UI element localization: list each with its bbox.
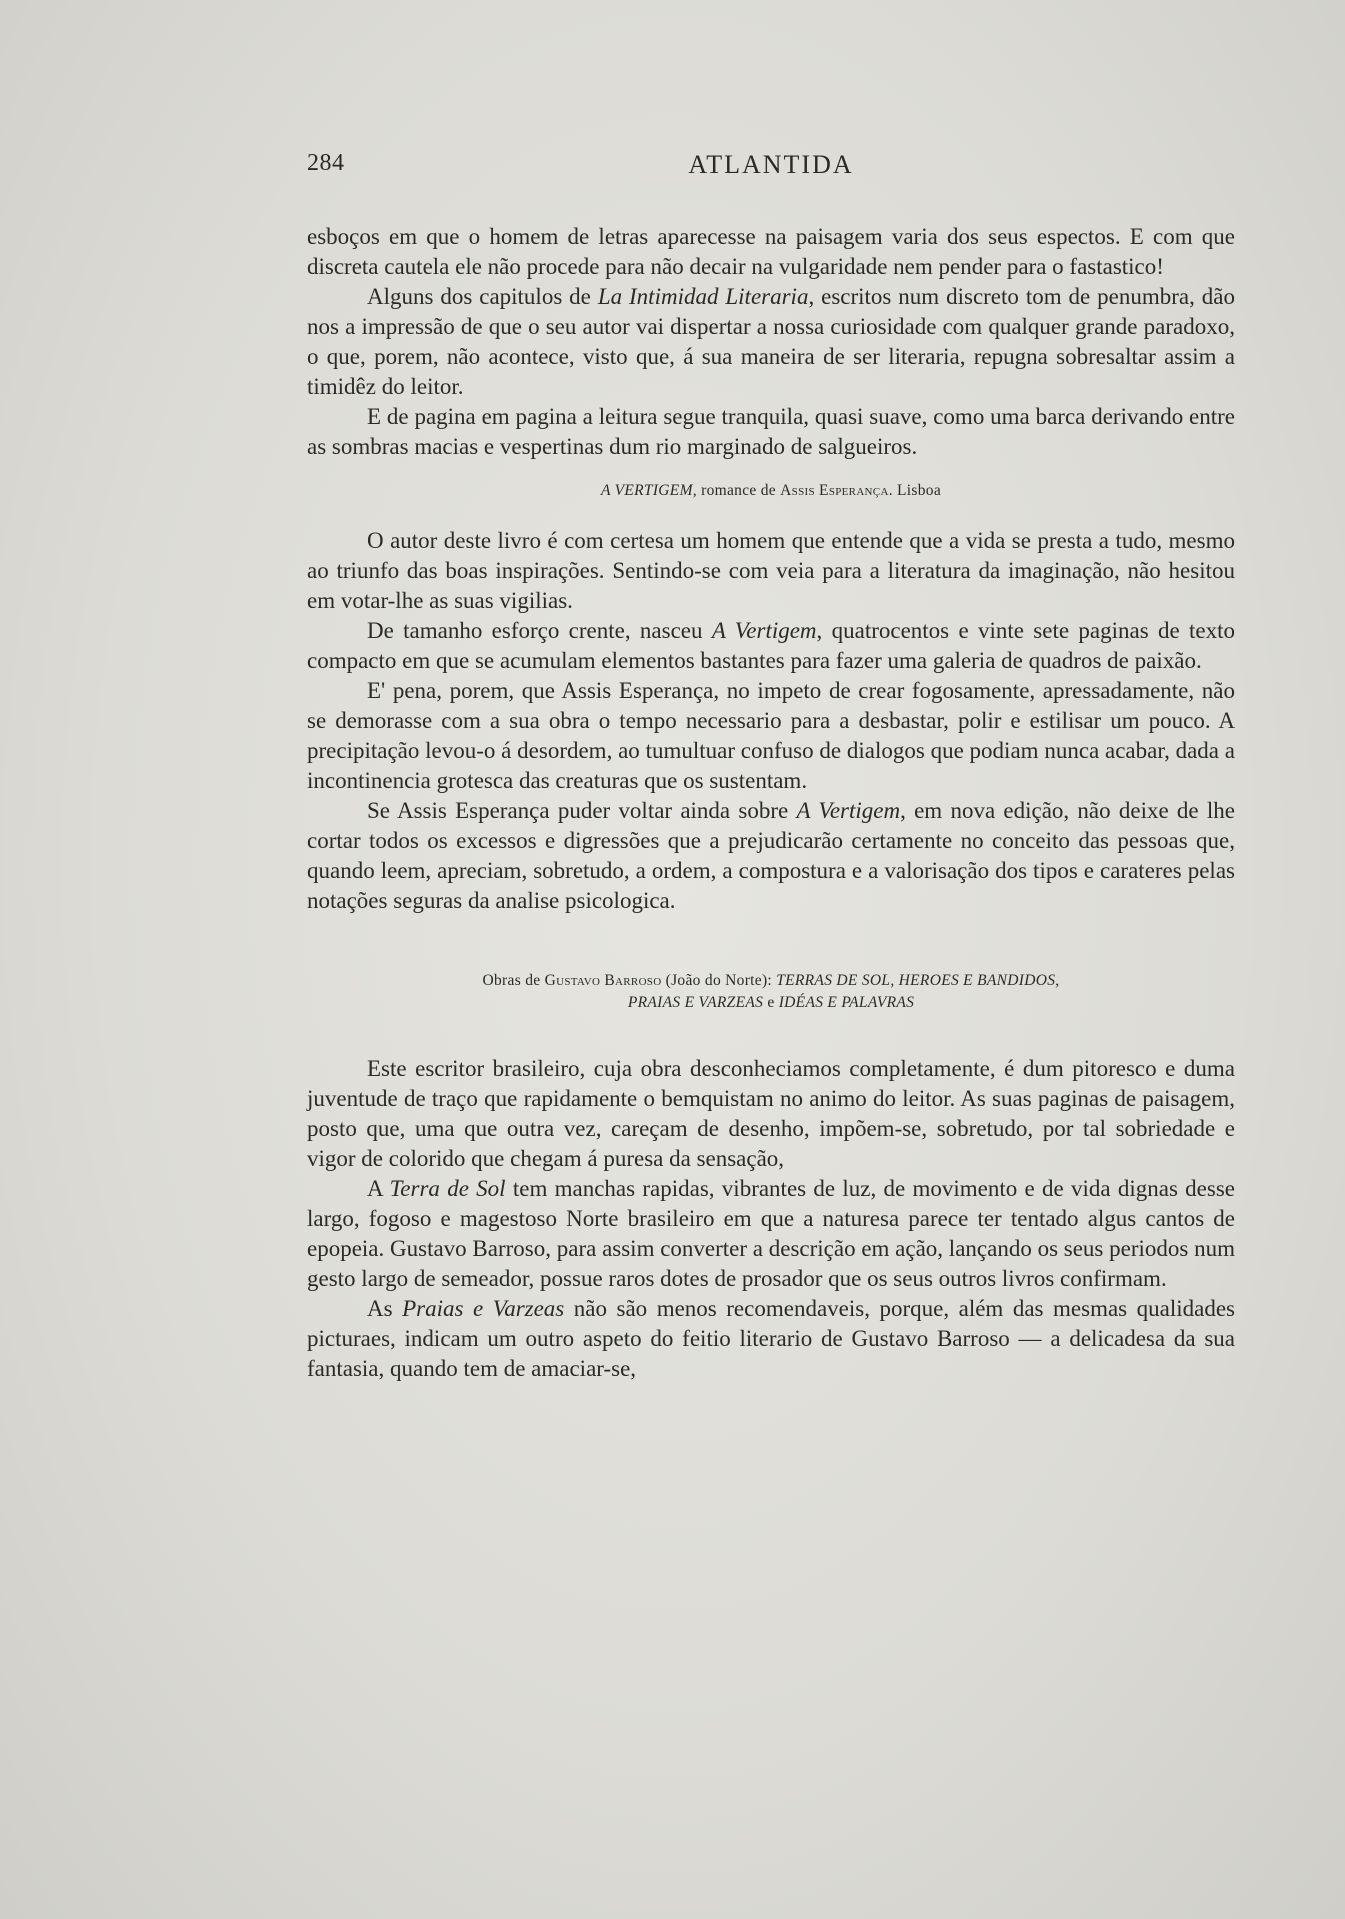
- paragraph-9: A Terra de Sol tem manchas rapidas, vibrantes de luz, de movimento e de vida dignas desse largo, fogoso e magestoso Norte brasileiro em que a naturesa parece ter tentado algus cantos de epopeia. Gustavo Barroso, para assim converter a descrição em ação, lançando os seus periodos num gesto largo de semeador, possue raros dotes de prosador que os seus outros livros confirmam.: [307, 1176, 1236, 1291]
- book-title: Praias e Varzeas: [402, 1296, 565, 1321]
- book-title: A Vertigem: [711, 618, 817, 643]
- paragraph-2: Alguns dos capitulos de La Intimidad Literaria, escritos num discreto tom de penumbra, dão nos a impressão de que o seu autor vai dispertar a nossa curiosidade com qualquer grande paradoxo, o que, porem, não acontece, visto que, á sua maneira de ser literaria, repugna sobresaltar assim a timidêz do leitor.: [307, 284, 1235, 399]
- running-title: ATLANTIDA: [688, 150, 854, 179]
- paragraph-5: De tamanho esforço crente, nasceu A Vertigem, quatrocentos e vinte sete paginas de texto compacto em que se acumulam elementos bastantes para fazer uma galeria de quadros de paixão.: [307, 618, 1235, 673]
- book-title: Terra de Sol: [389, 1176, 506, 1201]
- paragraph-8: Este escritor brasileiro, cuja obra desconheciamos completamente, é dum pitoresco e duma juventude de traço que rapidamente o bemquistam no animo do leitor. As suas paginas de paisagem, posto que, uma que outra vez, careçam de desenho, impõem-se, sobretudo, por tal sobriedade e vigor de colorido que chegam á puresa da sensação,: [307, 1056, 1235, 1171]
- book-title: La Intimidad Literaria: [597, 284, 809, 309]
- page-number: 284: [307, 150, 345, 176]
- paragraph-7: Se Assis Esperança puder voltar ainda sobre A Vertigem, em nova edição, não deixe de lhe cortar todos os excessos e digressões que a prejudicarão certamente no conceito das pessoas que, quando leem, apreciam, sobretudo, a ordem, a compostura e a valorisação dos tipos e carateres pelas notações seguras da analise psicologica.: [307, 798, 1235, 913]
- paragraph-3: E de pagina em pagina a leitura segue tranquila, quasi suave, como uma barca derivando entre as sombras macias e vespertinas dum rio marginado de salgueiros.: [307, 404, 1235, 459]
- running-header: [307, 150, 1235, 184]
- book-title: A Vertigem: [796, 798, 901, 823]
- review-heading-vertigem: A VERTIGEM, romance de Assis Esperança. Lisboa: [600, 482, 942, 499]
- paragraph-10: As Praias e Varzeas não são menos recomendaveis, porque, além das mesmas qualidades picturaes, indicam um outro aspeto do feitio literario de Gustavo Barroso — a delicadesa da sua fantasia, quando tem de amaciar-se,: [307, 1296, 1236, 1381]
- paragraph-6: E' pena, porem, que Assis Esperança, no impeto de crear fogosamente, apressadamente, não se demorasse com a sua obra o tempo necessario para a desbastar, polir e estilisar um pouco. A precipitação levou-o á desordem, ao tumultuar confuso de dialogos que podiam nunca acabar, dada a incontinencia grotesca das creaturas que os sustentam.: [307, 678, 1235, 793]
- body-text: [307, 222, 1235, 1384]
- paragraph-4: O autor deste livro é com certesa um homem que entende que a vida se presta a tudo, mesmo ao triunfo das boas inspirações. Sentindo-se com veia para a literatura da imaginação, não hesitou em votar-lhe as suas vigilias.: [307, 528, 1235, 613]
- author-name: Assis Esperança: [780, 482, 889, 499]
- paragraph-1: esboços em que o homem de letras aparecesse na paisagem varia dos seus espectos. E com que discreta cautela ele não procede para não decair na vulgaridade nem pender para o fastastico!: [307, 224, 1235, 279]
- review-heading-barroso: Obras de Gustavo Barroso (João do Norte): TERRAS DE SOL, HEROES E BANDIDOS, PRAIAS E VARZEAS e IDÉAS E PALAVRAS: [482, 972, 1060, 1011]
- author-name: Gustavo Barroso: [544, 972, 662, 989]
